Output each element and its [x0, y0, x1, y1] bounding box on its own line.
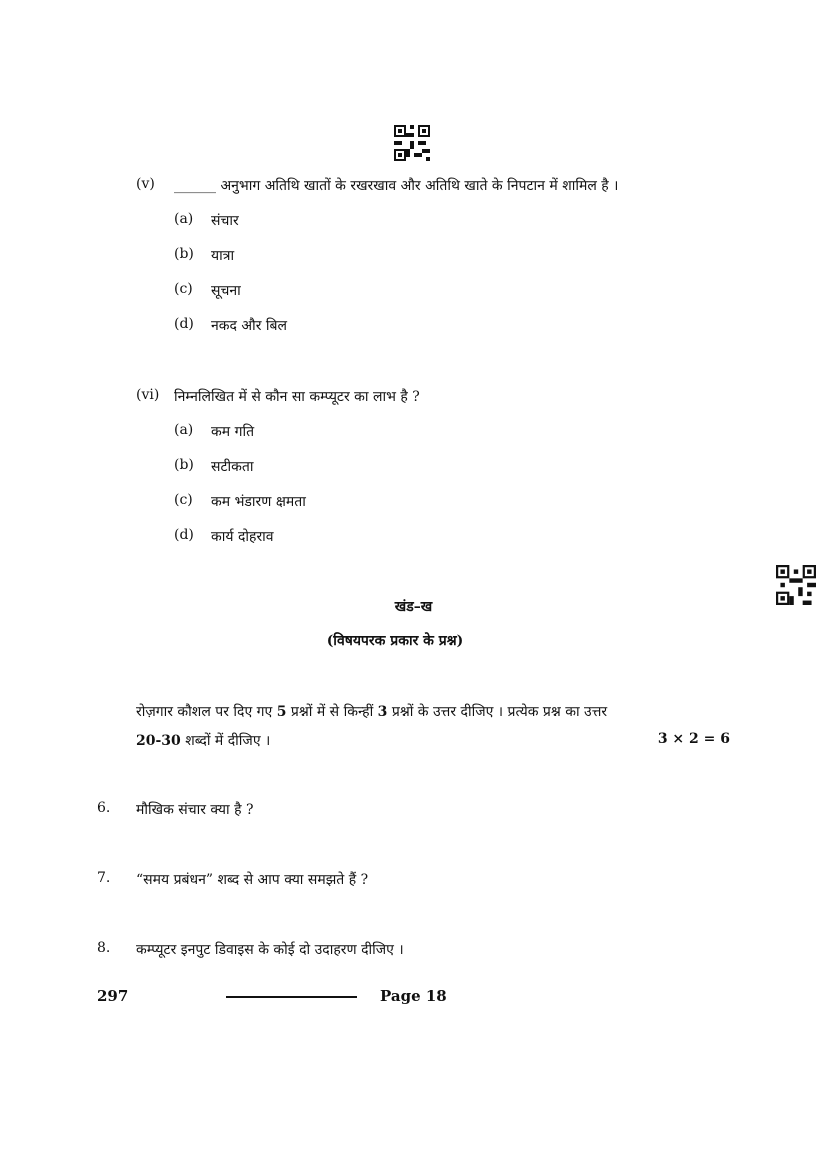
- question-number: 7.: [97, 870, 111, 886]
- marks-allocation: 3 × 2 = 6: [657, 731, 730, 747]
- instructions-text: प्रश्नों में से किन्हीं: [286, 704, 378, 720]
- option-text: यात्रा: [211, 248, 235, 264]
- option-text: कार्य दोहराव: [211, 529, 274, 545]
- option-label: (c): [174, 281, 193, 297]
- section-subtitle: (विषयपरक प्रकार के प्रश्न): [326, 633, 464, 649]
- instructions-text: रोज़गार कौशल पर दिए गए: [136, 704, 277, 720]
- question-stem: मौखिक संचार क्या है ?: [136, 802, 254, 818]
- instructions-text: शब्दों में दीजिए ।: [180, 733, 271, 749]
- option-label: (d): [174, 527, 194, 543]
- fill-blank: ______: [174, 178, 216, 194]
- option-label: (d): [174, 316, 194, 332]
- option-label: (c): [174, 492, 193, 508]
- instructions-number: 5: [276, 704, 287, 720]
- question-stem: कम्प्यूटर इनपुट डिवाइस के कोई दो उदाहरण दीजिए ।: [136, 942, 404, 958]
- option-label: (a): [174, 422, 194, 438]
- question-stem: निम्नलिखित में से कौन सा कम्प्यूटर का लाभ है ?: [174, 389, 420, 405]
- option-label: (b): [174, 457, 194, 473]
- instructions-number: 20-30: [136, 733, 181, 749]
- option-text: सटीकता: [211, 459, 254, 475]
- section-title: खंड–ख: [394, 599, 433, 615]
- instructions-line-1: [136, 702, 730, 721]
- footer-divider: [226, 996, 357, 998]
- option-label: (b): [174, 246, 194, 262]
- question-number: (v): [136, 176, 155, 192]
- option-text: कम गति: [211, 424, 255, 440]
- instructions-line-2: [136, 731, 270, 750]
- option-text: कम भंडारण क्षमता: [211, 494, 306, 510]
- option-text: नकद और बिल: [211, 318, 288, 334]
- question-number: 6.: [97, 800, 111, 816]
- qr-code-top: [394, 125, 430, 161]
- question-stem: अनुभाग अतिथि खातों के रखरखाव और अतिथि खाते के निपटान में शामिल है ।: [220, 178, 619, 194]
- page-number: Page 18: [380, 987, 447, 1005]
- question-text: [174, 176, 618, 195]
- option-text: सूचना: [211, 283, 241, 299]
- question-number: (vi): [136, 387, 160, 403]
- paper-code: 297: [97, 987, 129, 1005]
- question-number: 8.: [97, 940, 111, 956]
- option-label: (a): [174, 211, 194, 227]
- instructions-number: 3: [377, 704, 388, 720]
- instructions-text: प्रश्नों के उत्तर दीजिए । प्रत्येक प्रश्न का उत्तर: [387, 704, 608, 720]
- question-stem: “समय प्रबंधन” शब्द से आप क्या समझते हैं ?: [136, 872, 369, 888]
- option-text: संचार: [211, 213, 239, 229]
